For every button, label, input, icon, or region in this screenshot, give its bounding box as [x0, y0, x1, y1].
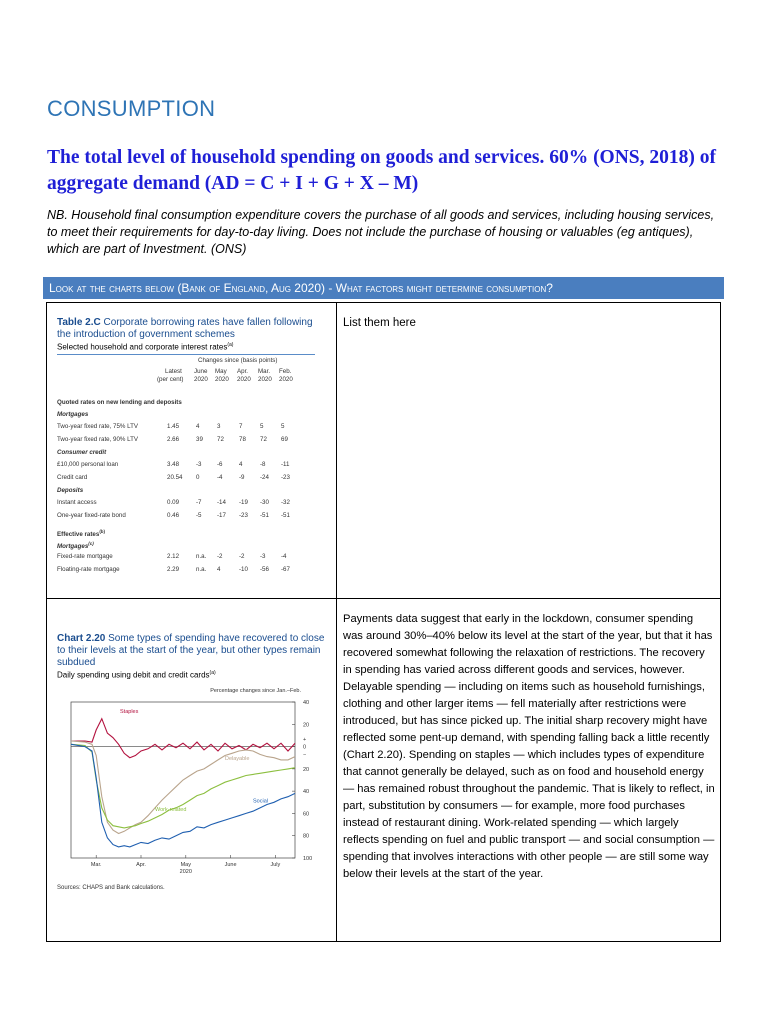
boe-interest-table [57, 317, 315, 587]
table-subheading [57, 487, 315, 497]
cell-value: 20.54 [167, 473, 183, 481]
cell-value: 72 [260, 435, 267, 443]
column-header: Apr. [237, 367, 249, 375]
chart-plot [57, 680, 327, 880]
cell-value: -51 [281, 511, 290, 519]
table-row [57, 436, 315, 446]
section-banner: Look at the charts below (Bank of England, Aug 2020) - What factors might determine consumption? [43, 277, 724, 299]
y-tick-label: 20 [303, 721, 310, 728]
list-prompt: List them here [343, 317, 416, 329]
table-row [57, 512, 315, 522]
cell-value: -9 [239, 473, 245, 481]
column-header: Mar. [258, 367, 271, 375]
cell-value: -19 [239, 498, 248, 506]
series-line-staples [71, 718, 295, 757]
y-tick-label: 0 [303, 744, 307, 751]
cell-value: -67 [281, 565, 290, 573]
cell-value: -56 [260, 565, 269, 573]
boe-table-title: Table 2.C Corporate borrowing rates have fallen following the introduction of government schemes [57, 317, 313, 340]
commentary-paragraph: Payments data suggest that early in the lockdown, consumer spending was around 30%–40% below its level at the start of the year, but that it has recovered somewhat following the relaxation of restrictions. The recovery in spending has varied across different goods and services, however. Delayable spending — including on items such as household furnishings, clothing and other larger items — fell materially after restrictions were introduced, but has since picked up. The initial sharp recovery might have reflected some pent-up demand, with spending falling back a little recently (Chart 2.20). Spending on staples — which includes types of expenditure that cannot generally be delayed, such as on food and household energy — has remained robust throughout the pandemic. That is likely to reflect, in part, substitution by consumers — for example, more food purchases instead of restaurant dining. Work-related spending — which largely reflects spending on fuel and public transport — and social consumption — spending that involves interactions with other people — are still some way below their levels at the start of the year. [343, 613, 715, 880]
cell-value: -4 [217, 473, 223, 481]
series-label: Staples [120, 708, 139, 715]
cell-value: 2.12 [167, 552, 180, 560]
cell-value: 0 [196, 473, 200, 481]
cell-value: 1.45 [167, 422, 180, 430]
x-tick-label: July [270, 861, 281, 868]
cell-value: 4 [217, 565, 221, 573]
series-line-delayable [71, 741, 295, 834]
column-header: 2020 [279, 375, 293, 383]
y-tick-label: 40 [303, 699, 310, 706]
series-line-work-related [71, 744, 295, 828]
row-label: Fixed-rate mortgage [57, 552, 113, 560]
table-row [57, 499, 315, 509]
row-label: Credit card [57, 473, 88, 481]
row-label: Quoted rates on new lending and deposits [57, 398, 182, 406]
cell-value: -11 [281, 460, 290, 468]
row-label: Consumer credit [57, 448, 107, 456]
column-header: Feb. [279, 367, 292, 375]
changes-header-text: Changes since (basis points) [198, 356, 278, 364]
series-label: Delayable [225, 755, 250, 762]
y-tick-label: 20 [303, 766, 310, 773]
row-label: £10,000 personal loan [57, 460, 119, 468]
cell-value: 2.29 [167, 565, 180, 573]
cell-value: 2.66 [167, 435, 180, 443]
row-label: Deposits [57, 486, 84, 494]
row-footnote-marker: (b) [99, 528, 106, 534]
nb-note: NB. Household final consumption expenditure covers the purchase of all goods and services, including housing services, to meet their requirements for day-to-day living. Does not include the purchase of housing or valuables (eg antiques), which are part of Investment. (ONS) [47, 208, 715, 256]
y-tick-label: 60 [303, 811, 310, 818]
table-cell-answer[interactable] [337, 303, 720, 599]
x-tick-label: Mar. [90, 861, 102, 868]
cell-value: -6 [217, 460, 223, 468]
cell-value: n.a. [196, 552, 207, 560]
cell-value: n.a. [196, 565, 207, 573]
cell-value: 78 [239, 435, 246, 443]
cell-value: 0.46 [167, 511, 180, 519]
cell-value: 4 [196, 422, 200, 430]
spending-chart [57, 633, 327, 891]
cell-value: 3 [217, 422, 221, 430]
cell-value: 3.48 [167, 460, 180, 468]
cell-value: 39 [196, 435, 203, 443]
worksheet-table [46, 302, 721, 942]
cell-value: 0.09 [167, 498, 180, 506]
y-tick-label: − [303, 752, 307, 759]
changes-header [57, 357, 315, 367]
cell-value: -2 [239, 552, 245, 560]
table-row [57, 553, 315, 563]
row-label: Floating-rate mortgage [57, 565, 120, 573]
x-tick-label: Apr. [136, 861, 146, 868]
row-label: Effective rates$^{(b)}$ [57, 528, 106, 538]
y-tick-label: 100 [303, 855, 313, 862]
column-header: May [215, 367, 227, 375]
row-label: Two-year fixed rate, 75% LTV [57, 422, 139, 430]
table-row [57, 566, 315, 576]
chart-title: Chart 2.20 Some types of spending have recovered to close to their levels at the start of the year, but other types remain subdued [57, 633, 325, 668]
cell-value: 7 [239, 422, 243, 430]
column-header: 2020 [215, 375, 229, 383]
series-label: Work-related [155, 806, 187, 813]
page-heading: CONSUMPTION [47, 96, 216, 121]
row-label: Two-year fixed rate, 90% LTV [57, 435, 139, 443]
cell-value: -30 [260, 498, 269, 506]
table-subheading [57, 449, 315, 459]
cell-value: -7 [196, 498, 202, 506]
table-cell-interest-rates [47, 303, 337, 599]
cell-value: 72 [217, 435, 224, 443]
row-footnote-marker: (c) [88, 540, 94, 546]
table-section-heading [57, 529, 315, 539]
column-header: June [194, 367, 208, 375]
cell-value: -23 [281, 473, 290, 481]
row-label: Mortgages$^{(c)}$ [57, 540, 94, 550]
row-label: Instant access [57, 498, 97, 506]
series-label: Social [253, 797, 268, 804]
chart-subtitle: Daily spending using debit and credit cards$^{(a)}$ [57, 670, 216, 680]
cell-value: -2 [217, 552, 223, 560]
row-label: One-year fixed-rate bond [57, 511, 126, 519]
cell-value: -51 [260, 511, 269, 519]
x-tick-label: June [224, 861, 237, 868]
series-line-social [71, 744, 295, 847]
cell-value: -14 [217, 498, 226, 506]
column-header-row [57, 376, 315, 386]
column-header: 2020 [258, 375, 272, 383]
boe-table-subtitle: Selected household and corporate interest rates$^{(a)}$ [57, 342, 234, 352]
cell-value: -5 [196, 511, 202, 519]
cell-value: 5 [281, 422, 285, 430]
column-header: 2020 [237, 375, 251, 383]
cell-value: -23 [239, 511, 248, 519]
chart-source: Sources: CHAPS and Bank calculations. [57, 884, 165, 891]
cell-value: -3 [196, 460, 202, 468]
table-row [57, 423, 315, 433]
table-row [57, 474, 315, 484]
y-tick-label: 40 [303, 788, 310, 795]
cell-value: -4 [281, 552, 287, 560]
cell-value: -24 [260, 473, 269, 481]
column-header: Latest [165, 367, 182, 375]
table-subheading [57, 411, 315, 421]
cell-value: -8 [260, 460, 266, 468]
cell-value: -32 [281, 498, 290, 506]
page-subtitle: The total level of household spending on goods and services. 60% (ONS, 2018) of aggregate demand (AD = C + I + G + X – M) [47, 147, 717, 194]
cell-value: -17 [217, 511, 226, 519]
cell-value: 69 [281, 435, 288, 443]
boe-table-body [57, 355, 315, 587]
table-cell-spending-chart [47, 599, 337, 941]
column-header: (per cent) [157, 375, 184, 383]
cell-value: 5 [260, 422, 264, 430]
y-axis-label: Percentage changes since Jan.–Feb. [210, 687, 301, 694]
row-label: Mortgages [57, 410, 89, 418]
column-header: 2020 [194, 375, 208, 383]
table-row [57, 461, 315, 471]
y-tick-label: 80 [303, 833, 310, 840]
cell-value: 4 [239, 460, 243, 468]
table-section-heading [57, 399, 315, 409]
cell-value: -3 [260, 552, 266, 560]
y-tick-label: + [303, 736, 307, 743]
cell-value: -10 [239, 565, 248, 573]
table-cell-commentary [337, 599, 720, 941]
x-tick-label: May [180, 861, 191, 868]
table-subheading [57, 541, 315, 551]
x-tick-label: 2020 [179, 868, 192, 875]
